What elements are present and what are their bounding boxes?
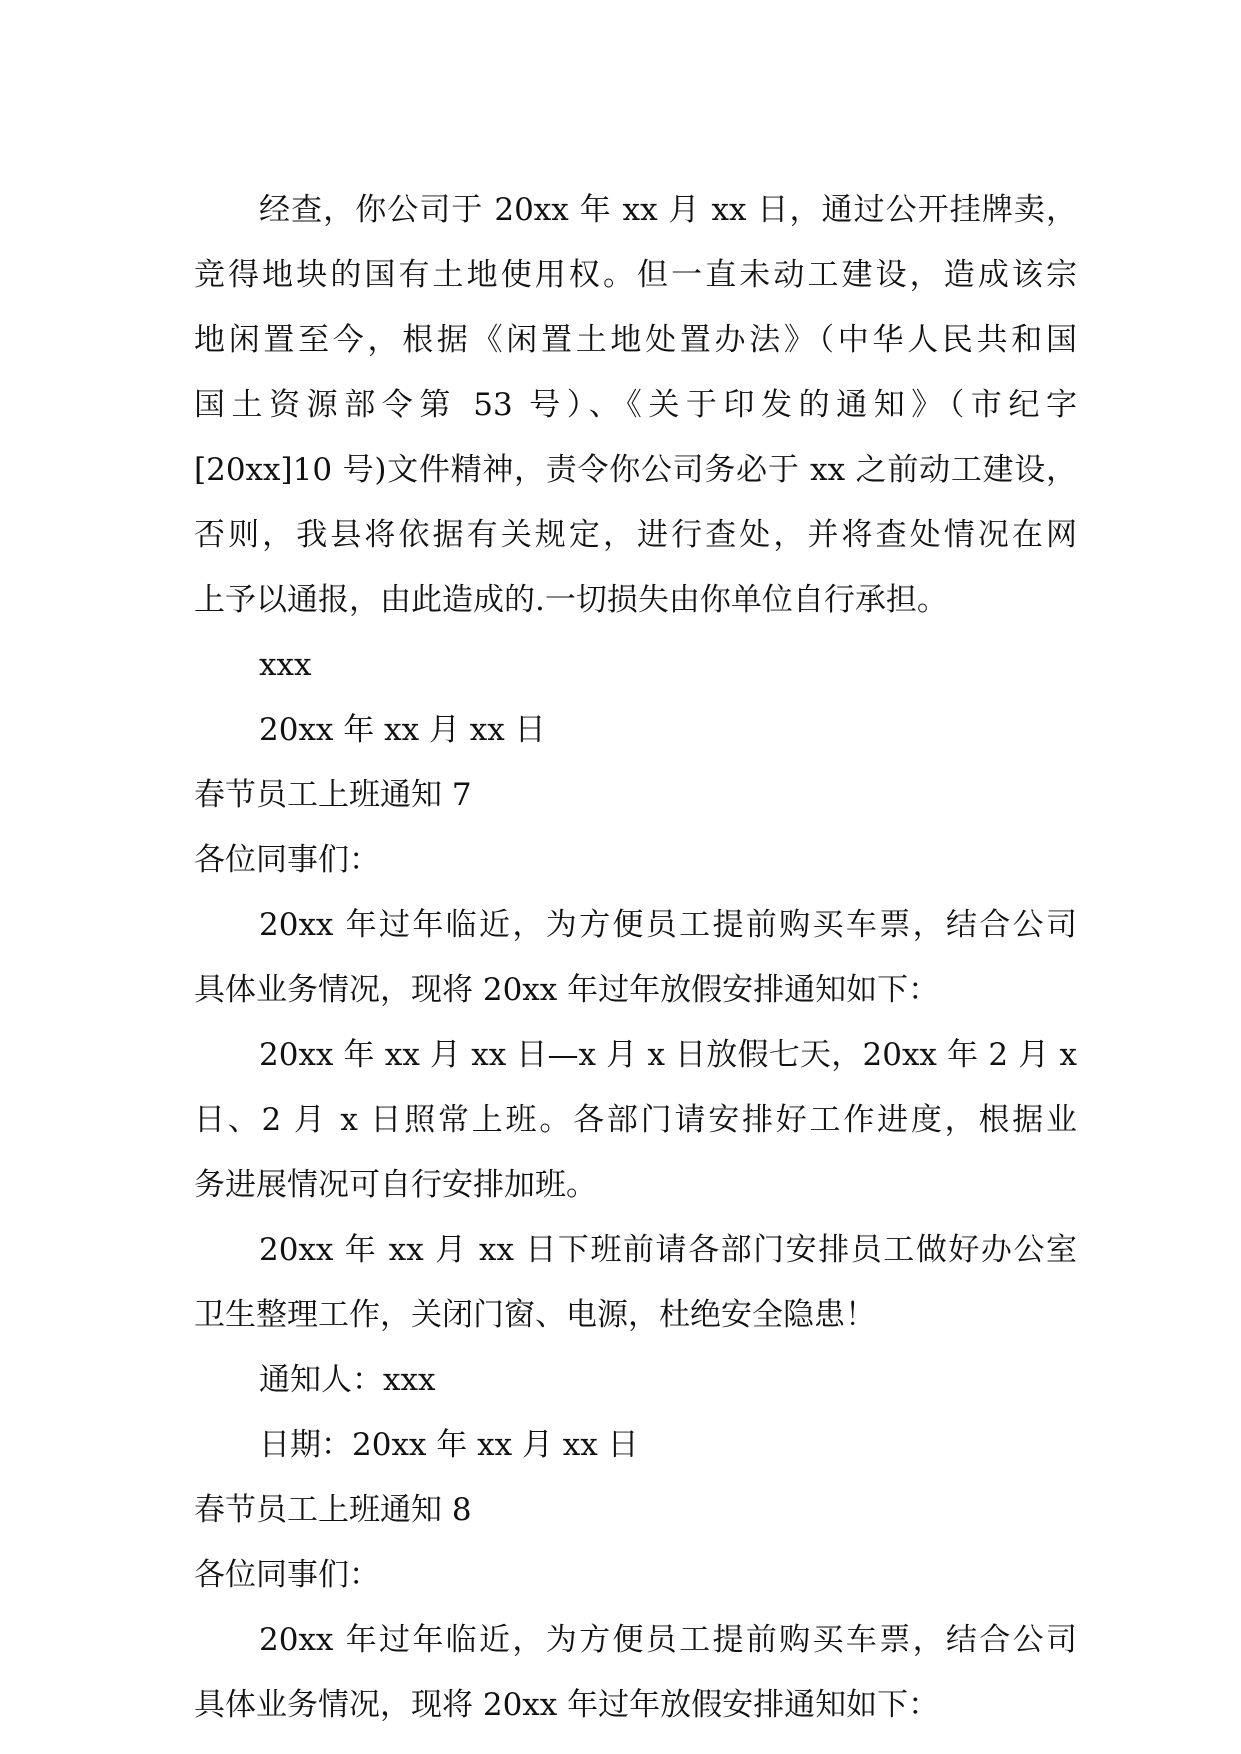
paragraph-line: 具体业务情况，现将 20xx 年过年放假安排通知如下： — [194, 1687, 940, 1723]
paragraph-line: 日、2 月 x 日照常上班。各部门请安排好工作进度，根据业 — [194, 1102, 1077, 1138]
paragraph-line: 否则，我县将依据有关规定，进行查处，并将查处情况在网 — [194, 517, 1077, 553]
paragraph-line: 地闲置至今，根据《闲置土地处置办法》（中华人民共和国 — [194, 322, 1077, 358]
paragraph-line: 卫生整理工作，关闭门窗、电源，杜绝安全隐患！ — [194, 1297, 876, 1333]
paragraph-line: 具体业务情况，现将 20xx 年过年放假安排通知如下： — [194, 972, 940, 1008]
paragraph-line: 务进展情况可自行安排加班。 — [194, 1167, 597, 1203]
paragraph-line: 20xx 年过年临近，为方便员工提前购买车票，结合公司 — [259, 907, 1077, 943]
paragraph-line: 20xx 年过年临近，为方便员工提前购买车票，结合公司 — [259, 1622, 1077, 1658]
notice-title: 春节员工上班通知 7 — [194, 777, 472, 813]
signature-name: xxx — [259, 647, 312, 683]
paragraph-line: 国土资源部令第 53 号）、《关于印发的通知》（市纪字 — [194, 387, 1077, 423]
paragraph-line: 竞得地块的国有土地使用权。但一直未动工建设，造成该宗 — [194, 257, 1077, 293]
notice-date: 日期：20xx 年 xx 月 xx 日 — [259, 1427, 639, 1463]
signature-date: 20xx 年 xx 月 xx 日 — [259, 712, 546, 748]
notifier: 通知人：xxx — [259, 1362, 436, 1398]
paragraph-line: 20xx 年 xx 月 xx 日下班前请各部门安排员工做好办公室 — [259, 1232, 1077, 1268]
greeting: 各位同事们： — [194, 1557, 380, 1593]
paragraph-line: 上予以通报，由此造成的.一切损失由你单位自行承担。 — [194, 582, 948, 618]
document-body — [194, 178, 1077, 1738]
notice-title: 春节员工上班通知 8 — [194, 1492, 472, 1528]
paragraph-line: [20xx]10 号)文件精神，责令你公司务必于 xx 之前动工建设， — [194, 452, 1077, 488]
greeting: 各位同事们： — [194, 842, 380, 878]
paragraph-line: 20xx 年 xx 月 xx 日—x 月 x 日放假七天，20xx 年 2 月 x — [259, 1037, 1077, 1073]
paragraph-line: 经查，你公司于 20xx 年 xx 月 xx 日，通过公开挂牌卖， — [259, 192, 1077, 228]
